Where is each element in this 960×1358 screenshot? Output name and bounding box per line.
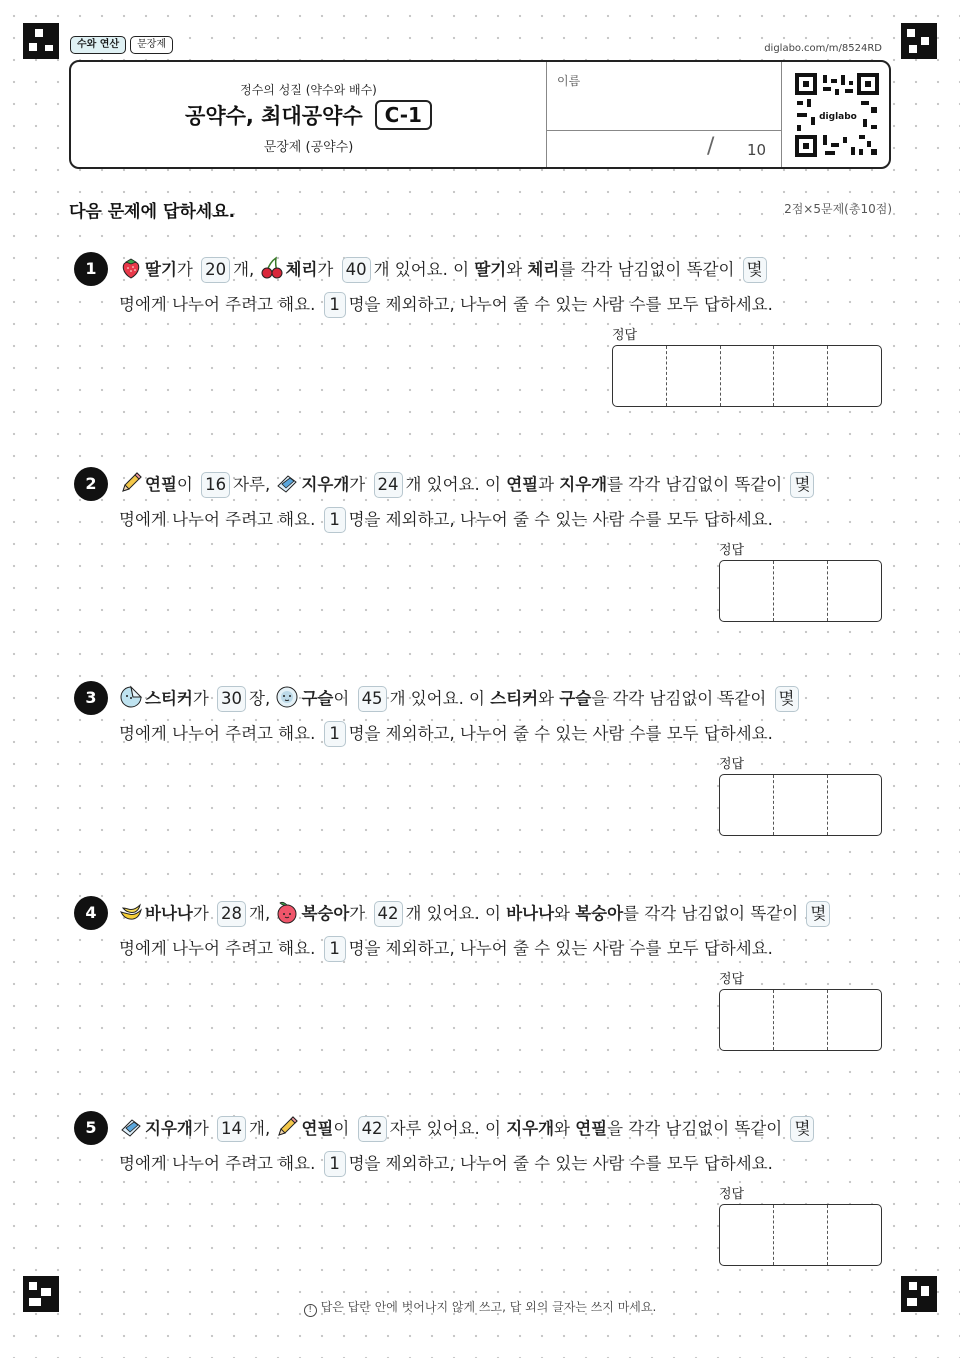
unit-text: 개, (249, 904, 271, 923)
page-title: 공약수, 최대공약수 (185, 104, 363, 128)
exclude-box: 1 (324, 1151, 346, 1177)
item-name: 스티커 (145, 689, 193, 708)
corner-marker-top-left (23, 23, 59, 59)
unit-text: 장, (249, 689, 271, 708)
item-name: 체리 (527, 260, 560, 279)
exclude-box: 1 (324, 721, 346, 747)
answer-cell[interactable] (828, 561, 881, 621)
answer-cell[interactable] (774, 1205, 828, 1265)
answer-cell[interactable] (720, 990, 774, 1050)
count-box: 30 (217, 686, 246, 712)
score-field (546, 131, 781, 167)
problem-number: 3 (74, 681, 108, 715)
problem-question: 명을 제외하고, 나누어 줄 수 있는 사람 수를 모두 답하세요. (348, 295, 773, 314)
problem-clause: 를 각각 남김없이 똑같이 (607, 475, 783, 494)
answer-cell[interactable] (720, 1205, 774, 1265)
answer-cell[interactable] (720, 561, 774, 621)
problem-clause: 명에게 나누어 주려고 해요. (119, 295, 316, 314)
item-name: 딸기 (145, 260, 177, 279)
exclude-box: 1 (324, 292, 346, 318)
particle: 가 (176, 260, 193, 279)
problem-text (119, 252, 889, 322)
particle: 가 (317, 260, 334, 279)
problem-text (119, 1111, 889, 1181)
item-name: 바나나 (506, 904, 555, 923)
tag-category: 수와 연산 (70, 36, 126, 54)
problem-clause: 을 각각 남김없이 똑같이 (591, 689, 767, 708)
item-name: 체리 (285, 260, 318, 279)
problem-number: 4 (74, 896, 108, 930)
problem-question: 명을 제외하고, 나누어 줄 수 있는 사람 수를 모두 답하세요. (348, 1154, 773, 1173)
score-total: 10 (747, 141, 767, 159)
unit-text: 개 있어요. 이 (389, 689, 485, 708)
peach-icon (275, 900, 299, 924)
particle: 가 (192, 689, 209, 708)
unknown-box: 몇 (790, 472, 814, 498)
strawberry-icon (119, 256, 143, 280)
particle: 가 (349, 904, 366, 923)
count-box: 16 (201, 472, 230, 498)
item-name: 연필 (575, 1119, 608, 1138)
problem-clause: 를 각각 남김없이 똑같이 (623, 904, 799, 923)
particle: 과 (538, 475, 555, 494)
unit-text: 개 있어요. 이 (373, 260, 470, 279)
exclude-box: 1 (324, 936, 346, 962)
problem-clause: 명에게 나누어 주려고 해요. (119, 510, 316, 529)
cherry-icon (260, 256, 284, 280)
item-name: 구슬 (559, 689, 592, 708)
pencil-icon (119, 471, 143, 495)
source-url: diglabo.com/m/8524RD (764, 43, 882, 54)
count-box: 42 (358, 1116, 387, 1142)
item-name: 지우개 (559, 475, 608, 494)
particle: 와 (506, 260, 523, 279)
tag-list (70, 36, 173, 54)
particle: 가 (192, 1119, 209, 1138)
problem-text (119, 467, 889, 537)
answer-cell[interactable] (828, 775, 881, 835)
problem-question: 명을 제외하고, 나누어 줄 수 있는 사람 수를 모두 답하세요. (348, 939, 773, 958)
title-block (71, 62, 546, 167)
unit-text: 개, (249, 1119, 271, 1138)
answer-label: 정답 (612, 328, 638, 343)
unit-text: 개 있어요. 이 (405, 904, 501, 923)
particle: 가 (192, 904, 209, 923)
answer-box[interactable] (612, 345, 882, 407)
answer-label: 정답 (719, 543, 745, 558)
answer-box[interactable] (719, 1204, 882, 1266)
count-box: 14 (217, 1116, 246, 1142)
problem-text (119, 681, 889, 751)
tag-type: 문장제 (130, 36, 173, 54)
count-box: 40 (342, 257, 371, 283)
answer-label: 정답 (719, 972, 745, 987)
item-name: 구슬 (301, 689, 334, 708)
answer-label: 정답 (719, 757, 745, 772)
answer-cell[interactable] (774, 990, 828, 1050)
sticker-icon (119, 685, 143, 709)
answer-cell[interactable] (828, 346, 881, 406)
problem-clause: 명에게 나누어 주려고 해요. (119, 724, 316, 743)
problem-number: 5 (74, 1111, 108, 1145)
count-box: 20 (201, 257, 230, 283)
name-field[interactable] (546, 62, 781, 131)
problem-number: 2 (74, 467, 108, 501)
particle: 이 (333, 689, 350, 708)
item-name: 복숭아 (301, 904, 350, 923)
item-name: 지우개 (506, 1119, 555, 1138)
item-name: 딸기 (474, 260, 507, 279)
problem-clause: 명에게 나누어 주려고 해요. (119, 1154, 316, 1173)
particle: 와 (538, 689, 555, 708)
exclude-box: 1 (324, 507, 346, 533)
points-summary: 2점×5문제(총10점) (784, 202, 892, 216)
problem-text (119, 896, 889, 966)
answer-box[interactable] (719, 560, 882, 622)
eraser-icon (119, 1115, 143, 1139)
answer-box[interactable] (719, 774, 882, 836)
problem-clause: 을 각각 남김없이 똑같이 (607, 1119, 783, 1138)
answer-cell[interactable] (613, 346, 667, 406)
problem-number: 1 (74, 252, 108, 286)
unknown-box: 몇 (743, 257, 767, 283)
footer-note (0, 1298, 960, 1317)
pencil-icon (275, 1115, 299, 1139)
item-name: 바나나 (145, 904, 193, 923)
name-label: 이름 (557, 74, 581, 88)
problem-clause: 명에게 나누어 주려고 해요. (119, 939, 316, 958)
unit-text: 개 있어요. 이 (405, 475, 501, 494)
level-code-badge: C-1 (375, 100, 432, 130)
unknown-box: 몇 (790, 1116, 814, 1142)
unit-text: 자루 있어요. 이 (389, 1119, 501, 1138)
particle: 이 (176, 475, 193, 494)
particle: 와 (554, 904, 570, 923)
corner-marker-top-right (901, 23, 937, 59)
item-name: 스티커 (490, 689, 539, 708)
count-box: 24 (374, 472, 403, 498)
count-box: 45 (358, 686, 387, 712)
answer-box[interactable] (719, 989, 882, 1051)
eraser-icon (275, 471, 299, 495)
unit-text: 개, (233, 260, 255, 279)
banana-icon (119, 900, 143, 924)
unknown-box: 몇 (806, 901, 830, 927)
answer-cell[interactable] (667, 346, 721, 406)
info-icon: ! (304, 1304, 317, 1317)
particle: 와 (554, 1119, 570, 1138)
count-box: 42 (374, 901, 403, 927)
item-name: 연필 (145, 475, 177, 494)
problem-question: 명을 제외하고, 나누어 줄 수 있는 사람 수를 모두 답하세요. (348, 724, 773, 743)
answer-label: 정답 (719, 1187, 745, 1202)
item-name: 지우개 (145, 1119, 193, 1138)
answer-cell[interactable] (774, 561, 828, 621)
particle: 가 (349, 475, 366, 494)
item-name: 연필 (301, 1119, 334, 1138)
worksheet-header (69, 60, 891, 169)
problem-question: 명을 제외하고, 나누어 줄 수 있는 사람 수를 모두 답하세요. (348, 510, 773, 529)
answer-cell[interactable] (828, 990, 881, 1050)
count-box: 28 (217, 901, 246, 927)
qr-code-icon (795, 73, 879, 157)
unit-text: 자루, (233, 475, 271, 494)
instruction: 다음 문제에 답하세요. (69, 202, 236, 222)
qr-label: diglabo (819, 112, 857, 122)
item-name: 복숭아 (575, 904, 624, 923)
problem-clause: 를 각각 남김없이 똑같이 (559, 260, 735, 279)
item-name: 지우개 (301, 475, 350, 494)
score-slash: / (707, 134, 715, 159)
answer-cell[interactable] (774, 775, 828, 835)
answer-cell[interactable] (720, 775, 774, 835)
answer-cell[interactable] (828, 1205, 881, 1265)
footer-text: 답은 답란 안에 벗어나지 않게 쓰고, 답 외의 글자는 쓰지 마세요. (320, 1300, 657, 1314)
particle: 이 (333, 1119, 350, 1138)
marble-icon (275, 685, 299, 709)
answer-cell[interactable] (774, 346, 828, 406)
unknown-box: 몇 (775, 686, 799, 712)
subject-line: 정수의 성질 (약수와 배수) (240, 83, 377, 97)
item-name: 연필 (506, 475, 539, 494)
page-subtitle: 문장제 (공약수) (263, 140, 354, 155)
qr-code (781, 62, 891, 167)
answer-cell[interactable] (721, 346, 775, 406)
